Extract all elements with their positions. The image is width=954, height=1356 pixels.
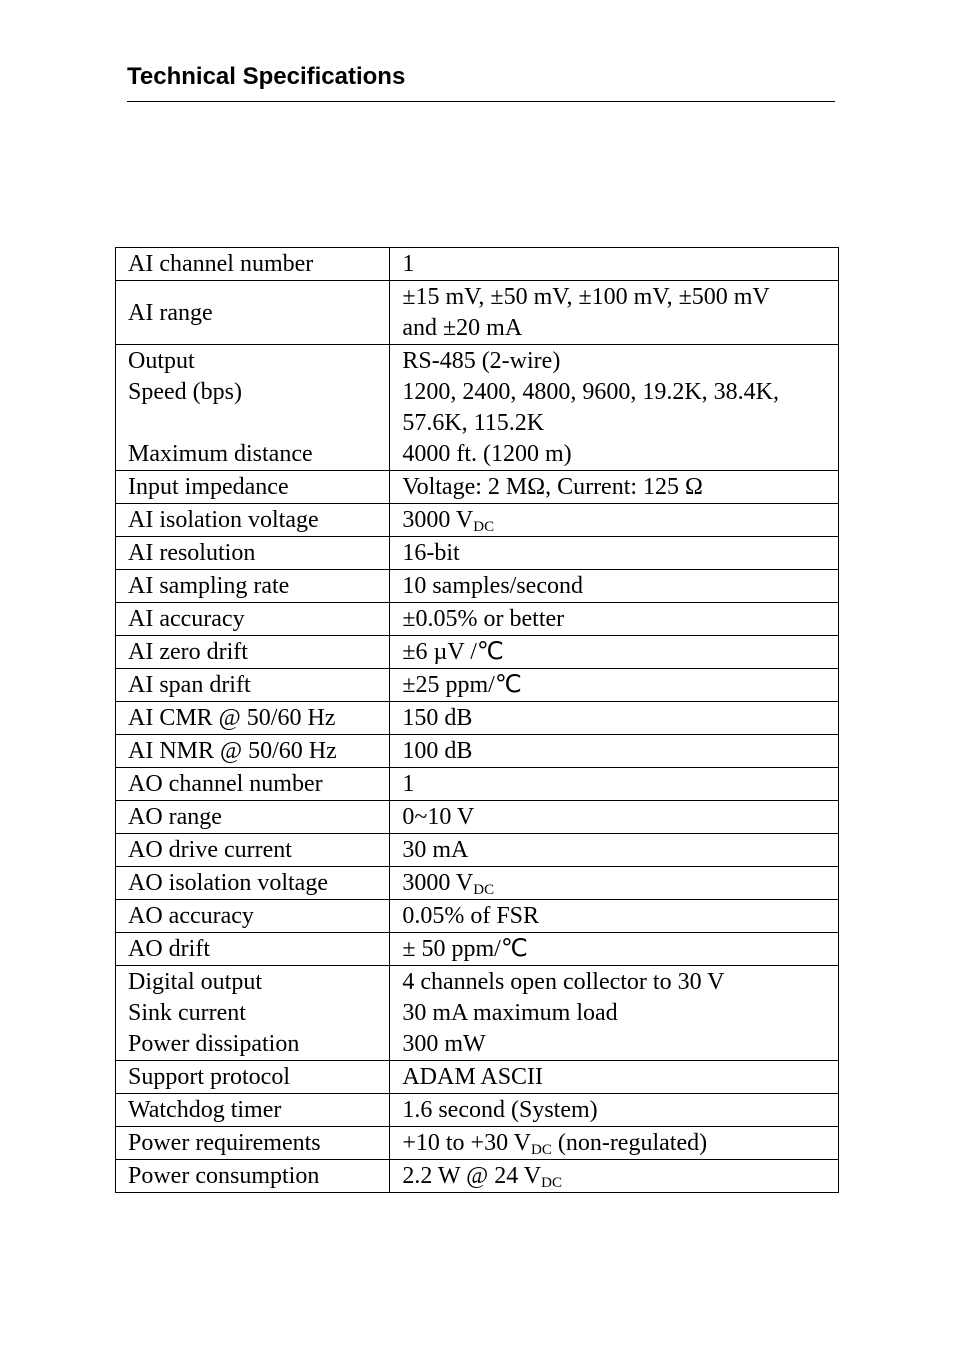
table-row <box>116 1061 839 1094</box>
spec-value <box>390 867 839 900</box>
spec-label: AI NMR @ 50/60 Hz <box>116 735 390 768</box>
spec-value <box>390 1160 839 1193</box>
table-row <box>116 1160 839 1193</box>
spec-label: AI span drift <box>116 669 390 702</box>
spec-value: 1 <box>390 768 839 801</box>
spec-value-line: 57.6K, 115.2K <box>402 410 545 436</box>
spec-value: 150 dB <box>390 702 839 735</box>
table-row <box>116 834 839 867</box>
spec-value: 1.6 second (System) <box>390 1094 839 1127</box>
spec-label: AO drift <box>116 933 390 966</box>
spec-value <box>390 504 839 537</box>
spec-value <box>390 345 839 471</box>
spec-value: ADAM ASCII <box>390 1061 839 1094</box>
table-row <box>116 603 839 636</box>
table-row <box>116 281 839 345</box>
table-row <box>116 570 839 603</box>
table-row <box>116 702 839 735</box>
spec-label: Power consumption <box>116 1160 390 1193</box>
page-header <box>127 60 835 102</box>
spec-value <box>390 1127 839 1160</box>
spec-value: Voltage: 2 MΩ, Current: 125 Ω <box>390 471 839 504</box>
table-row <box>116 471 839 504</box>
spec-value: 100 dB <box>390 735 839 768</box>
unit-subscript: DC <box>473 882 495 898</box>
spec-label: AI accuracy <box>116 603 390 636</box>
spec-value: 10 samples/second <box>390 570 839 603</box>
table-row <box>116 669 839 702</box>
spec-label: AI CMR @ 50/60 Hz <box>116 702 390 735</box>
spec-label-line: Sink current <box>128 1000 246 1026</box>
spec-value-text: 3000 V <box>402 507 474 533</box>
table-row <box>116 900 839 933</box>
spec-label-line: Maximum distance <box>128 441 313 467</box>
spec-label: AI zero drift <box>116 636 390 669</box>
spec-label: AO isolation voltage <box>116 867 390 900</box>
spec-label-line: Speed (bps) <box>128 379 242 405</box>
unit-subscript: DC <box>530 1142 552 1158</box>
spec-value-line: 4 channels open collector to 30 V <box>402 969 725 995</box>
spec-value: ±6 µV /℃ <box>390 636 839 669</box>
spec-value <box>390 966 839 1061</box>
spec-value <box>390 281 839 345</box>
table-row <box>116 1127 839 1160</box>
spacer <box>128 408 389 439</box>
spec-value-line: 30 mA maximum load <box>402 1000 618 1026</box>
table-row <box>116 248 839 281</box>
table-row <box>116 768 839 801</box>
spec-label-line: Power dissipation <box>128 1031 300 1057</box>
spec-label: AI sampling rate <box>116 570 390 603</box>
spec-value-text: +10 to +30 V <box>402 1130 531 1156</box>
spec-value-line: and ±20 mA <box>402 315 523 341</box>
table-row <box>116 345 839 471</box>
page-title: Technical Specifications <box>127 63 406 90</box>
spec-value: ±0.05% or better <box>390 603 839 636</box>
table-row <box>116 735 839 768</box>
spec-value: 30 mA <box>390 834 839 867</box>
table-row <box>116 504 839 537</box>
spec-label <box>116 345 390 471</box>
spec-label: AO accuracy <box>116 900 390 933</box>
specifications-table <box>115 247 839 1193</box>
spec-value: ± 50 ppm/℃ <box>390 933 839 966</box>
spec-label: AO range <box>116 801 390 834</box>
spec-label: AI channel number <box>116 248 390 281</box>
unit-subscript: DC <box>473 519 495 535</box>
spec-value-text: (non-regulated) <box>551 1130 708 1156</box>
spec-value-line: 1200, 2400, 4800, 9600, 19.2K, 38.4K, <box>402 379 780 405</box>
table-row <box>116 537 839 570</box>
table-row <box>116 867 839 900</box>
spec-label: AO channel number <box>116 768 390 801</box>
table-row <box>116 801 839 834</box>
spec-value: 16-bit <box>390 537 839 570</box>
spec-label <box>116 966 390 1061</box>
table-row <box>116 636 839 669</box>
spec-label: Support protocol <box>116 1061 390 1094</box>
spec-label: AO drive current <box>116 834 390 867</box>
spec-value-line: 300 mW <box>402 1031 486 1057</box>
spec-value: 0.05% of FSR <box>390 900 839 933</box>
spec-label: Power requirements <box>116 1127 390 1160</box>
table-row <box>116 966 839 1061</box>
spec-value: ±25 ppm/℃ <box>390 669 839 702</box>
spec-label: AI resolution <box>116 537 390 570</box>
spec-label: AI range <box>116 281 390 345</box>
spec-value: 0~10 V <box>390 801 839 834</box>
spec-value-line: ±15 mV, ±50 mV, ±100 mV, ±500 mV <box>402 284 770 310</box>
spec-value: 1 <box>390 248 839 281</box>
table-row <box>116 933 839 966</box>
spec-label-line: Output <box>128 348 195 374</box>
spec-value-text: 2.2 W @ 24 V <box>402 1163 542 1189</box>
spec-value-line: RS-485 (2-wire) <box>402 348 561 374</box>
spec-label-line: Digital output <box>128 969 262 995</box>
table-row <box>116 1094 839 1127</box>
spec-value-text: 3000 V <box>402 870 474 896</box>
spec-value-line: 4000 ft. (1200 m) <box>402 441 572 467</box>
spec-label: Input impedance <box>116 471 390 504</box>
unit-subscript: DC <box>541 1175 562 1191</box>
spec-label: AI isolation voltage <box>116 504 390 537</box>
spec-label: Watchdog timer <box>116 1094 390 1127</box>
